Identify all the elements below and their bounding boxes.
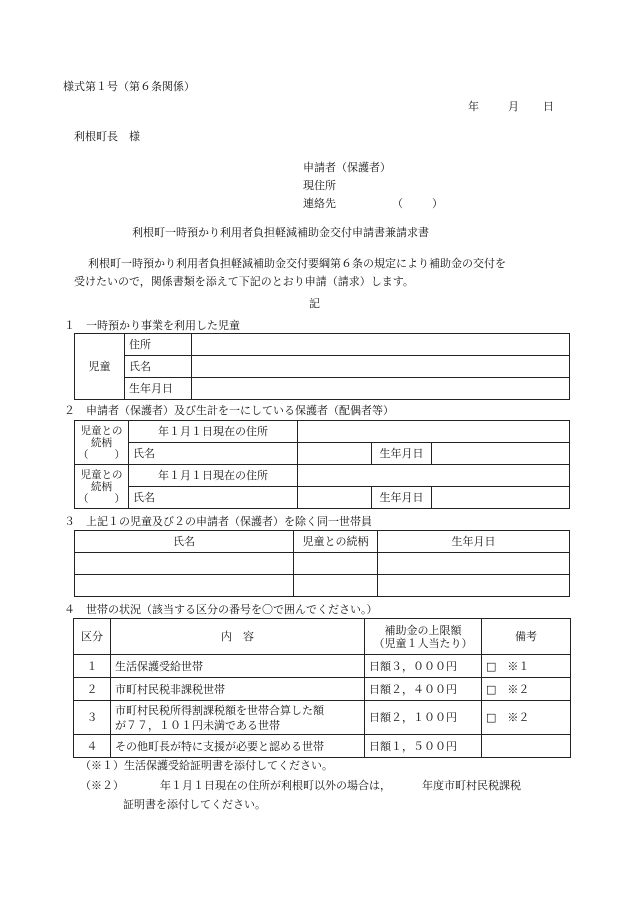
household-header-relation: 児童との続柄 bbox=[294, 531, 378, 553]
status-row4-limit: 日額１，５００円 bbox=[365, 735, 482, 758]
status-header-limit-1: 補助金の上限額 bbox=[384, 623, 462, 637]
form-number: 様式第１号（第６条関係） bbox=[63, 80, 195, 93]
child-table bbox=[74, 333, 570, 400]
guardian2-name-field[interactable] bbox=[298, 487, 372, 509]
household-row1-relation[interactable] bbox=[294, 553, 378, 575]
guardian2-name-label: 氏名 bbox=[129, 487, 298, 509]
applicant-contact-label: 連絡先 bbox=[303, 197, 336, 210]
note2-text-a: 年１月１日現在の住所が利根町以外の場合は， bbox=[160, 779, 391, 792]
status-header-category: 区分 bbox=[74, 619, 111, 655]
household-header-name: 氏名 bbox=[75, 531, 294, 553]
guardian2-relation-paren-open: （ bbox=[78, 492, 89, 505]
guardian1-address-field[interactable] bbox=[298, 421, 570, 443]
status-row3-content-2: が７７，１０１円未満である世帯 bbox=[115, 718, 280, 732]
status-row2-content: 市町村民税非課税世帯 bbox=[111, 678, 365, 701]
status-row bbox=[74, 678, 571, 701]
child-address-field[interactable] bbox=[192, 334, 570, 356]
date-day-label: 日 bbox=[543, 100, 554, 113]
date-month-label: 月 bbox=[508, 100, 519, 113]
status-row4-num[interactable]: ４ bbox=[74, 735, 111, 758]
child-address-label: 住所 bbox=[125, 334, 192, 356]
household-header-dob: 生年月日 bbox=[378, 531, 570, 553]
status-row3-num[interactable]: ３ bbox=[74, 701, 111, 735]
guardian1-relation-cell[interactable] bbox=[75, 421, 129, 465]
household-row1-name[interactable] bbox=[75, 553, 294, 575]
status-row1-limit: 日額３，０００円 bbox=[365, 655, 482, 678]
guardian2-dob-label: 生年月日 bbox=[372, 487, 432, 509]
status-row4-remark[interactable] bbox=[482, 735, 571, 758]
body-text-line1: 利根町一時預かり利用者負担軽減補助金交付要綱第６条の規定により補助金の交付を bbox=[88, 257, 506, 270]
section4-heading: ４ 世帯の状況（該当する区分の番号を〇で囲んでください。） bbox=[64, 603, 378, 616]
document-title: 利根町一時預かり利用者負担軽減補助金交付申請書兼請求書 bbox=[132, 226, 429, 239]
section1-heading: １ 一時預かり事業を利用した児童 bbox=[64, 319, 240, 332]
guardian2-relation-cell[interactable] bbox=[75, 465, 129, 509]
status-row bbox=[74, 655, 571, 678]
guardian1-dob-field[interactable] bbox=[432, 443, 570, 465]
status-row3-content bbox=[111, 701, 365, 735]
status-row1-remark[interactable]: □ ※１ bbox=[482, 655, 571, 678]
guardian1-name-label: 氏名 bbox=[129, 443, 298, 465]
guardian2-dob-field[interactable] bbox=[432, 487, 570, 509]
household-row2-name[interactable] bbox=[75, 575, 294, 597]
contact-paren-open: （ bbox=[392, 197, 403, 210]
guardian2-address-label: 年１月１日現在の住所 bbox=[129, 465, 298, 487]
addressee: 利根町長 様 bbox=[74, 130, 140, 143]
status-header-limit-2: （児童１人当たり） bbox=[373, 636, 473, 650]
status-row1-content: 生活保護受給世帯 bbox=[111, 655, 365, 678]
household-table bbox=[74, 530, 570, 597]
status-row4-content: その他町長が特に支援が必要と認める世帯 bbox=[111, 735, 365, 758]
note1: （※１）生活保護受給証明書を添付してください。 bbox=[80, 759, 333, 772]
status-header-limit bbox=[365, 619, 482, 655]
status-row bbox=[74, 701, 571, 735]
applicant-address-label: 現住所 bbox=[303, 179, 336, 192]
child-dob-field[interactable] bbox=[192, 378, 570, 400]
status-row bbox=[74, 735, 571, 758]
status-row2-limit: 日額２，４００円 bbox=[365, 678, 482, 701]
household-row2-relation[interactable] bbox=[294, 575, 378, 597]
child-dob-label: 生年月日 bbox=[125, 378, 192, 400]
status-row3-limit: 日額２，１００円 bbox=[365, 701, 482, 735]
status-row2-remark[interactable]: □ ※２ bbox=[482, 678, 571, 701]
guardian1-relation-paren-close: ） bbox=[114, 448, 125, 461]
guardian2-relation-paren-close: ） bbox=[114, 492, 125, 505]
contact-paren-close: ） bbox=[432, 197, 443, 210]
body-text-line2: 受けたいので，関係書類を添えて下記のとおり申請（請求）します。 bbox=[74, 275, 414, 288]
child-name-label: 氏名 bbox=[125, 356, 192, 378]
guardian1-relation-label-2: 続柄 bbox=[91, 436, 112, 449]
guardian2-address-field[interactable] bbox=[298, 465, 570, 487]
child-label: 児童 bbox=[75, 334, 125, 400]
section2-heading: ２ 申請者（保護者）及び生計を一にしている保護者（配偶者等） bbox=[64, 404, 394, 417]
status-row1-num[interactable]: １ bbox=[74, 655, 111, 678]
note2-mark: （※２） bbox=[80, 779, 124, 792]
guardian2-relation-label-2: 続柄 bbox=[91, 480, 112, 493]
ki-label: 記 bbox=[309, 297, 320, 310]
date-year-label: 年 bbox=[468, 100, 479, 113]
guardian1-name-field[interactable] bbox=[298, 443, 372, 465]
guardian1-relation-paren-open: （ bbox=[78, 448, 89, 461]
status-header-content: 内 容 bbox=[111, 619, 365, 655]
household-row1-dob[interactable] bbox=[378, 553, 570, 575]
applicant-label: 申請者（保護者） bbox=[303, 161, 391, 174]
status-row3-remark[interactable]: □ ※２ bbox=[482, 701, 571, 735]
child-name-field[interactable] bbox=[192, 356, 570, 378]
note2-text-b: 年度市町村民税課税 bbox=[422, 779, 521, 792]
status-row2-num[interactable]: ２ bbox=[74, 678, 111, 701]
guardian1-dob-label: 生年月日 bbox=[372, 443, 432, 465]
household-row2-dob[interactable] bbox=[378, 575, 570, 597]
guardian1-relation-label-1: 児童との bbox=[80, 424, 123, 437]
guardian2-relation-label-1: 児童との bbox=[80, 468, 123, 481]
note2-text-c: 証明書を添付してください。 bbox=[123, 798, 266, 811]
status-header-remarks: 備考 bbox=[482, 619, 571, 655]
status-row3-content-1: 市町村民税所得割課税額を世帯合算した額 bbox=[115, 703, 324, 717]
status-table bbox=[73, 618, 571, 758]
guardian-table bbox=[74, 420, 570, 509]
guardian1-address-label: 年１月１日現在の住所 bbox=[129, 421, 298, 443]
section3-heading: ３ 上記１の児童及び２の申請者（保護者）を除く同一世帯員 bbox=[64, 515, 372, 528]
